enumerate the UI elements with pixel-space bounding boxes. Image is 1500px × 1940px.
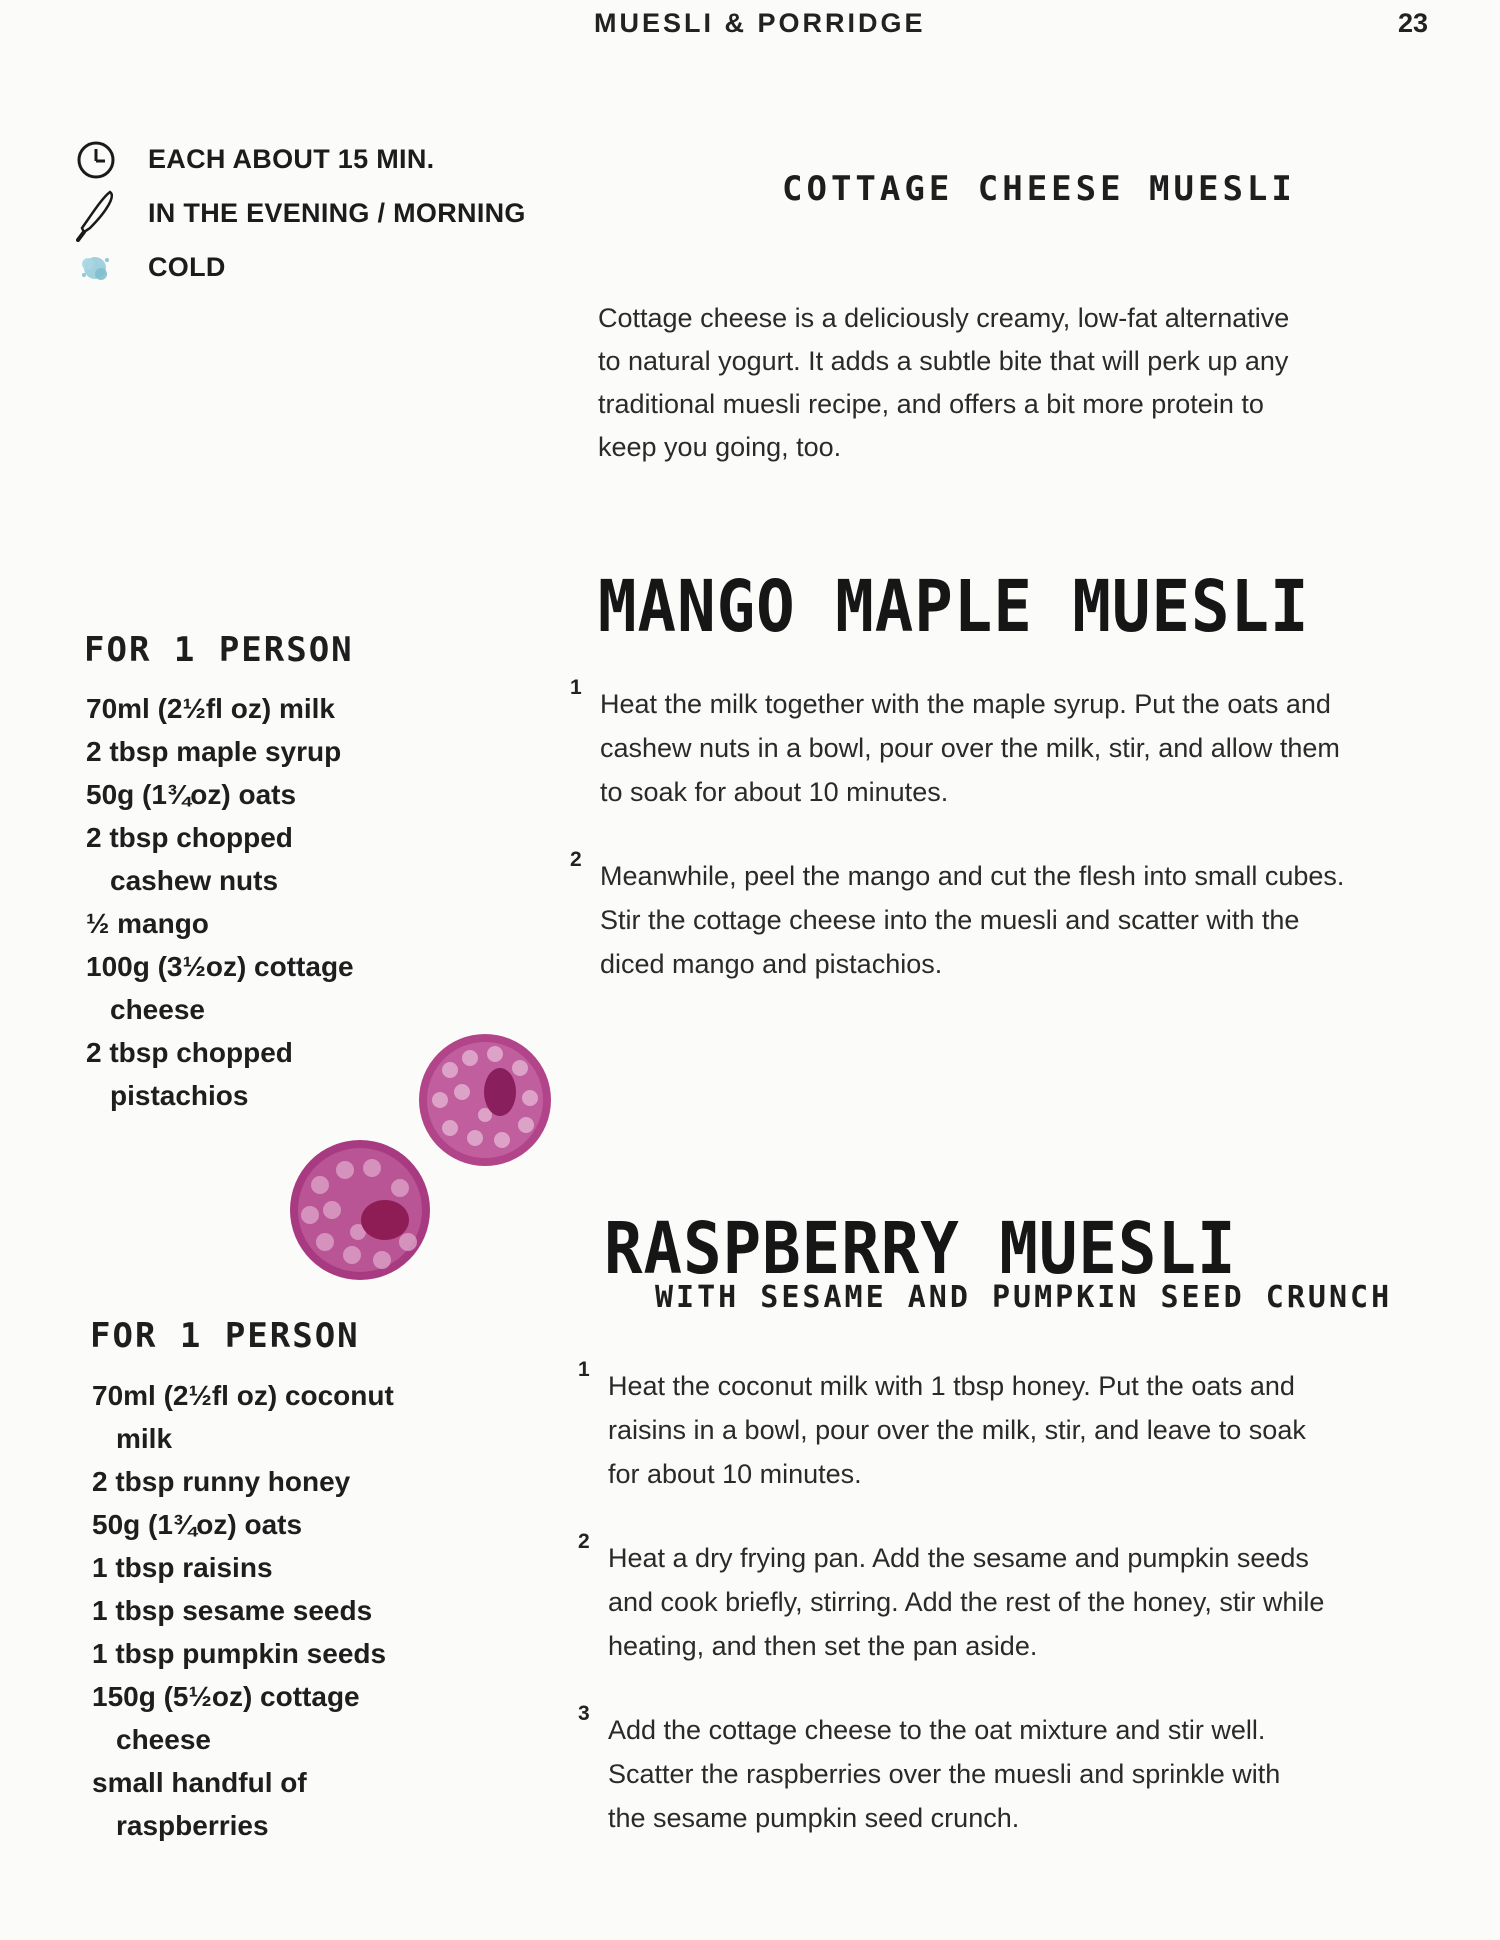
ingredient: 2 tbsp maple syrup bbox=[86, 736, 342, 767]
ingredient: 2 tbsp chopped cashew nuts bbox=[86, 822, 293, 896]
ingredient: 150g (5½oz) cottage cheese bbox=[92, 1681, 360, 1755]
cold-splash-icon bbox=[76, 248, 120, 292]
step-line: heating, and then set the pan aside. bbox=[608, 1631, 1038, 1661]
step-line: Scatter the raspberries over the muesli and sprinkle with bbox=[608, 1759, 1281, 1789]
ingredient: 1 tbsp pumpkin seeds bbox=[92, 1638, 387, 1669]
ingredient: 50g (1¾oz) oats bbox=[86, 779, 297, 810]
ingredient: 2 tbsp runny honey bbox=[92, 1466, 351, 1497]
step-number: 1 bbox=[578, 1358, 590, 1381]
step-line: for about 10 minutes. bbox=[608, 1459, 862, 1489]
ingredient: 100g (3½oz) cottage cheese bbox=[86, 951, 354, 1025]
step-number: 2 bbox=[578, 1530, 590, 1553]
step-line: Add the cottage cheese to the oat mixture and stir well. bbox=[608, 1715, 1266, 1745]
step-line: Heat the coconut milk with 1 tbsp honey. Put the oats and bbox=[608, 1371, 1295, 1401]
step-number: 2 bbox=[570, 848, 582, 871]
intro-line: to natural yogurt. It adds a subtle bite that will perk up any bbox=[598, 346, 1289, 376]
recipe-step bbox=[570, 848, 1450, 986]
raspberry-icon bbox=[290, 1140, 430, 1280]
info-temperature-text: COLD bbox=[148, 252, 226, 282]
intro-line: Cottage cheese is a deliciously creamy, low-fat alternative bbox=[598, 303, 1290, 333]
recipe2-subtitle: WITH SESAME AND PUMPKIN SEED CRUNCH bbox=[655, 1280, 1393, 1315]
info-time-text: EACH ABOUT 15 MIN. bbox=[148, 144, 435, 174]
recipe-step bbox=[578, 1702, 1458, 1840]
step-number: 3 bbox=[578, 1702, 590, 1725]
intro-title: COTTAGE CHEESE MUESLI bbox=[782, 169, 1296, 209]
page-number: 23 bbox=[1398, 8, 1429, 38]
ingredient: 2 tbsp chopped pistachios bbox=[86, 1037, 293, 1111]
step-line: Heat the milk together with the maple syrup. Put the oats and bbox=[600, 689, 1331, 719]
info-prep-text: IN THE EVENING / MORNING bbox=[148, 198, 526, 228]
knife-icon bbox=[76, 194, 120, 238]
raspberries-illustration bbox=[270, 1010, 590, 1310]
intro-paragraph bbox=[598, 297, 1418, 469]
step-line: Heat a dry frying pan. Add the sesame and pumpkin seeds bbox=[608, 1543, 1309, 1573]
step-line: Meanwhile, peel the mango and cut the flesh into small cubes. bbox=[600, 861, 1345, 891]
step-line: raisins in a bowl, pour over the milk, stir, and leave to soak bbox=[608, 1415, 1306, 1445]
recipe-step bbox=[578, 1530, 1458, 1668]
step-line: and cook briefly, stirring. Add the rest of the honey, stir while bbox=[608, 1587, 1325, 1617]
recipe2-ingredients bbox=[92, 1374, 472, 1847]
ingredient: 1 tbsp raisins bbox=[92, 1552, 273, 1583]
recipe1-serves: FOR 1 PERSON bbox=[84, 630, 354, 670]
step-line: Stir the cottage cheese into the muesli and scatter with the bbox=[600, 905, 1300, 935]
ingredient: 70ml (2½fl oz) milk bbox=[86, 693, 335, 724]
ingredient: 1 tbsp sesame seeds bbox=[92, 1595, 373, 1626]
ingredient: 50g (1¾oz) oats bbox=[92, 1509, 303, 1540]
recipe1-steps bbox=[570, 676, 1450, 1026]
intro-line: traditional muesli recipe, and offers a bit more protein to bbox=[598, 389, 1264, 419]
step-number: 1 bbox=[570, 676, 582, 699]
raspberry-icon bbox=[419, 1034, 551, 1166]
intro-line: keep you going, too. bbox=[598, 432, 842, 462]
running-head: MUESLI & PORRIDGE bbox=[594, 8, 926, 38]
ingredient: ½ mango bbox=[86, 908, 209, 939]
ingredient: small handful of raspberries bbox=[92, 1767, 307, 1841]
step-line: diced mango and pistachios. bbox=[600, 949, 943, 979]
step-line: to soak for about 10 minutes. bbox=[600, 777, 949, 807]
recipe2-steps bbox=[578, 1358, 1458, 1880]
step-line: cashew nuts in a bowl, pour over the milk, stir, and allow them bbox=[600, 733, 1340, 763]
clock-icon bbox=[76, 140, 120, 184]
step-line: the sesame pumpkin seed crunch. bbox=[608, 1803, 1020, 1833]
ingredient: 70ml (2½fl oz) coconut milk bbox=[92, 1380, 394, 1454]
recipe2-serves: FOR 1 PERSON bbox=[90, 1316, 360, 1356]
recipe1-title: MANGO MAPLE MUESLI bbox=[598, 566, 1310, 649]
recipe2-title: RASPBERRY MUESLI bbox=[604, 1208, 1237, 1291]
recipe-step bbox=[570, 676, 1450, 814]
recipe-step bbox=[578, 1358, 1458, 1496]
